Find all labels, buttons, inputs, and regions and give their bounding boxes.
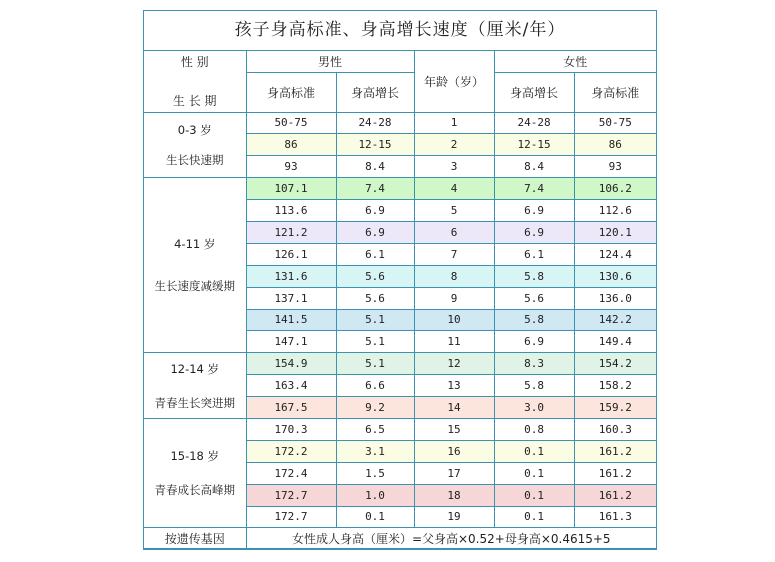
age-cell: 4 — [414, 178, 494, 200]
male-standard-cell: 172.4 — [246, 462, 336, 484]
female-growth-cell: 6.9 — [494, 200, 574, 222]
age-cell: 9 — [414, 287, 494, 309]
footer-table — [144, 528, 656, 549]
phase-name: 青春生长突进期 — [154, 395, 235, 410]
male-standard-cell: 121.2 — [246, 221, 336, 243]
age-cell: 18 — [414, 484, 494, 506]
table-title: 孩子身高标准、身高增长速度（厘米/年） — [144, 11, 656, 51]
female-standard-cell: 106.2 — [574, 178, 656, 200]
female-standard-cell: 149.4 — [574, 331, 656, 353]
table-row — [144, 112, 656, 134]
female-growth-cell: 12-15 — [494, 134, 574, 156]
female-growth-cell: 7.4 — [494, 178, 574, 200]
age-cell: 11 — [414, 331, 494, 353]
phase-age-range: 15-18 岁 — [170, 449, 220, 464]
male-standard-cell: 167.5 — [246, 397, 336, 419]
male-growth-cell: 8.4 — [336, 156, 414, 178]
female-standard-cell: 161.2 — [574, 440, 656, 462]
phase-cell — [144, 112, 246, 178]
male-standard-cell: 131.6 — [246, 265, 336, 287]
age-cell: 2 — [414, 134, 494, 156]
age-cell: 3 — [414, 156, 494, 178]
female-standard-cell: 93 — [574, 156, 656, 178]
male-growth-cell: 3.1 — [336, 440, 414, 462]
female-standard-cell: 120.1 — [574, 221, 656, 243]
female-growth-cell: 0.1 — [494, 462, 574, 484]
female-standard-cell: 154.2 — [574, 353, 656, 375]
phase-age-range: 0-3 岁 — [177, 122, 212, 137]
age-cell: 14 — [414, 397, 494, 419]
female-standard-cell: 50-75 — [574, 112, 656, 134]
female-growth-cell: 3.0 — [494, 397, 574, 419]
male-growth-header: 身高增长 — [336, 72, 414, 112]
male-standard-cell: 126.1 — [246, 243, 336, 265]
female-standard-cell: 86 — [574, 134, 656, 156]
female-growth-cell: 6.9 — [494, 221, 574, 243]
male-standard-header: 身高标准 — [246, 72, 336, 112]
footer-formula: 女性成人身高（厘米）=父身高×0.52+母身高×0.4615+5 — [246, 528, 656, 549]
phase-cell — [144, 353, 246, 419]
female-standard-cell: 136.0 — [574, 287, 656, 309]
female-growth-cell: 0.8 — [494, 418, 574, 440]
female-growth-cell: 6.1 — [494, 243, 574, 265]
male-growth-cell: 1.0 — [336, 484, 414, 506]
female-growth-cell: 5.8 — [494, 309, 574, 331]
male-header: 男性 — [246, 51, 414, 72]
male-growth-cell: 0.1 — [336, 506, 414, 528]
female-growth-cell: 6.9 — [494, 331, 574, 353]
female-growth-cell: 5.6 — [494, 287, 574, 309]
age-cell: 16 — [414, 440, 494, 462]
male-growth-cell: 5.1 — [336, 309, 414, 331]
male-growth-cell: 12-15 — [336, 134, 414, 156]
phase-cell — [144, 178, 246, 353]
age-cell: 7 — [414, 243, 494, 265]
age-cell: 5 — [414, 200, 494, 222]
age-cell: 15 — [414, 418, 494, 440]
phase-name: 青春成长高峰期 — [154, 483, 235, 498]
phase-age-range: 4-11 岁 — [174, 237, 216, 252]
male-standard-cell: 50-75 — [246, 112, 336, 134]
male-standard-cell: 172.7 — [246, 506, 336, 528]
male-standard-cell: 141.5 — [246, 309, 336, 331]
header-gender-period — [144, 51, 246, 112]
gender-label: 性 别 — [180, 55, 209, 70]
female-standard-cell: 142.2 — [574, 309, 656, 331]
age-cell: 8 — [414, 265, 494, 287]
age-cell: 17 — [414, 462, 494, 484]
male-standard-cell: 93 — [246, 156, 336, 178]
female-growth-cell: 0.1 — [494, 440, 574, 462]
period-label: 生 长 期 — [172, 94, 217, 109]
age-cell: 6 — [414, 221, 494, 243]
age-cell: 10 — [414, 309, 494, 331]
male-standard-cell: 107.1 — [246, 178, 336, 200]
male-standard-cell: 86 — [246, 134, 336, 156]
male-standard-cell: 163.4 — [246, 375, 336, 397]
phase-age-range: 12-14 岁 — [170, 361, 220, 376]
male-growth-cell: 5.6 — [336, 265, 414, 287]
phase-name: 生长速度减缓期 — [154, 279, 235, 294]
male-growth-cell: 6.9 — [336, 221, 414, 243]
female-standard-cell: 161.2 — [574, 484, 656, 506]
male-standard-cell: 137.1 — [246, 287, 336, 309]
female-header: 女性 — [494, 51, 656, 72]
female-growth-cell: 8.3 — [494, 353, 574, 375]
female-standard-cell: 161.2 — [574, 462, 656, 484]
female-growth-cell: 24-28 — [494, 112, 574, 134]
table-row — [144, 353, 656, 375]
female-standard-cell: 160.3 — [574, 418, 656, 440]
male-growth-cell: 5.6 — [336, 287, 414, 309]
table-row — [144, 178, 656, 200]
male-growth-cell: 6.5 — [336, 418, 414, 440]
female-standard-cell: 158.2 — [574, 375, 656, 397]
male-growth-cell: 1.5 — [336, 462, 414, 484]
female-growth-cell: 0.1 — [494, 484, 574, 506]
female-growth-cell: 8.4 — [494, 156, 574, 178]
female-standard-cell: 161.3 — [574, 506, 656, 528]
male-growth-cell: 9.2 — [336, 397, 414, 419]
female-standard-cell: 159.2 — [574, 397, 656, 419]
age-cell: 19 — [414, 506, 494, 528]
male-growth-cell: 6.9 — [336, 200, 414, 222]
male-standard-cell: 170.3 — [246, 418, 336, 440]
table-row — [144, 418, 656, 440]
phase-cell — [144, 418, 246, 527]
height-standard-table — [143, 10, 657, 550]
male-standard-cell: 113.6 — [246, 200, 336, 222]
male-standard-cell: 147.1 — [246, 331, 336, 353]
male-growth-cell: 5.1 — [336, 331, 414, 353]
male-growth-cell: 24-28 — [336, 112, 414, 134]
female-standard-cell: 112.6 — [574, 200, 656, 222]
male-growth-cell: 6.6 — [336, 375, 414, 397]
female-standard-cell: 130.6 — [574, 265, 656, 287]
male-growth-cell: 6.1 — [336, 243, 414, 265]
footer-label: 按遗传基因 — [144, 528, 246, 549]
female-standard-cell: 124.4 — [574, 243, 656, 265]
male-growth-cell: 7.4 — [336, 178, 414, 200]
age-cell: 1 — [414, 112, 494, 134]
male-standard-cell: 172.2 — [246, 440, 336, 462]
female-growth-cell: 0.1 — [494, 506, 574, 528]
male-standard-cell: 172.7 — [246, 484, 336, 506]
phase-name: 生长快速期 — [166, 152, 224, 167]
age-header: 年龄（岁） — [414, 51, 494, 112]
male-growth-cell: 5.1 — [336, 353, 414, 375]
female-growth-cell: 5.8 — [494, 375, 574, 397]
female-growth-cell: 5.8 — [494, 265, 574, 287]
age-cell: 12 — [414, 353, 494, 375]
data-grid — [144, 51, 656, 528]
female-standard-header: 身高标准 — [574, 72, 656, 112]
female-growth-header: 身高增长 — [494, 72, 574, 112]
male-standard-cell: 154.9 — [246, 353, 336, 375]
age-cell: 13 — [414, 375, 494, 397]
